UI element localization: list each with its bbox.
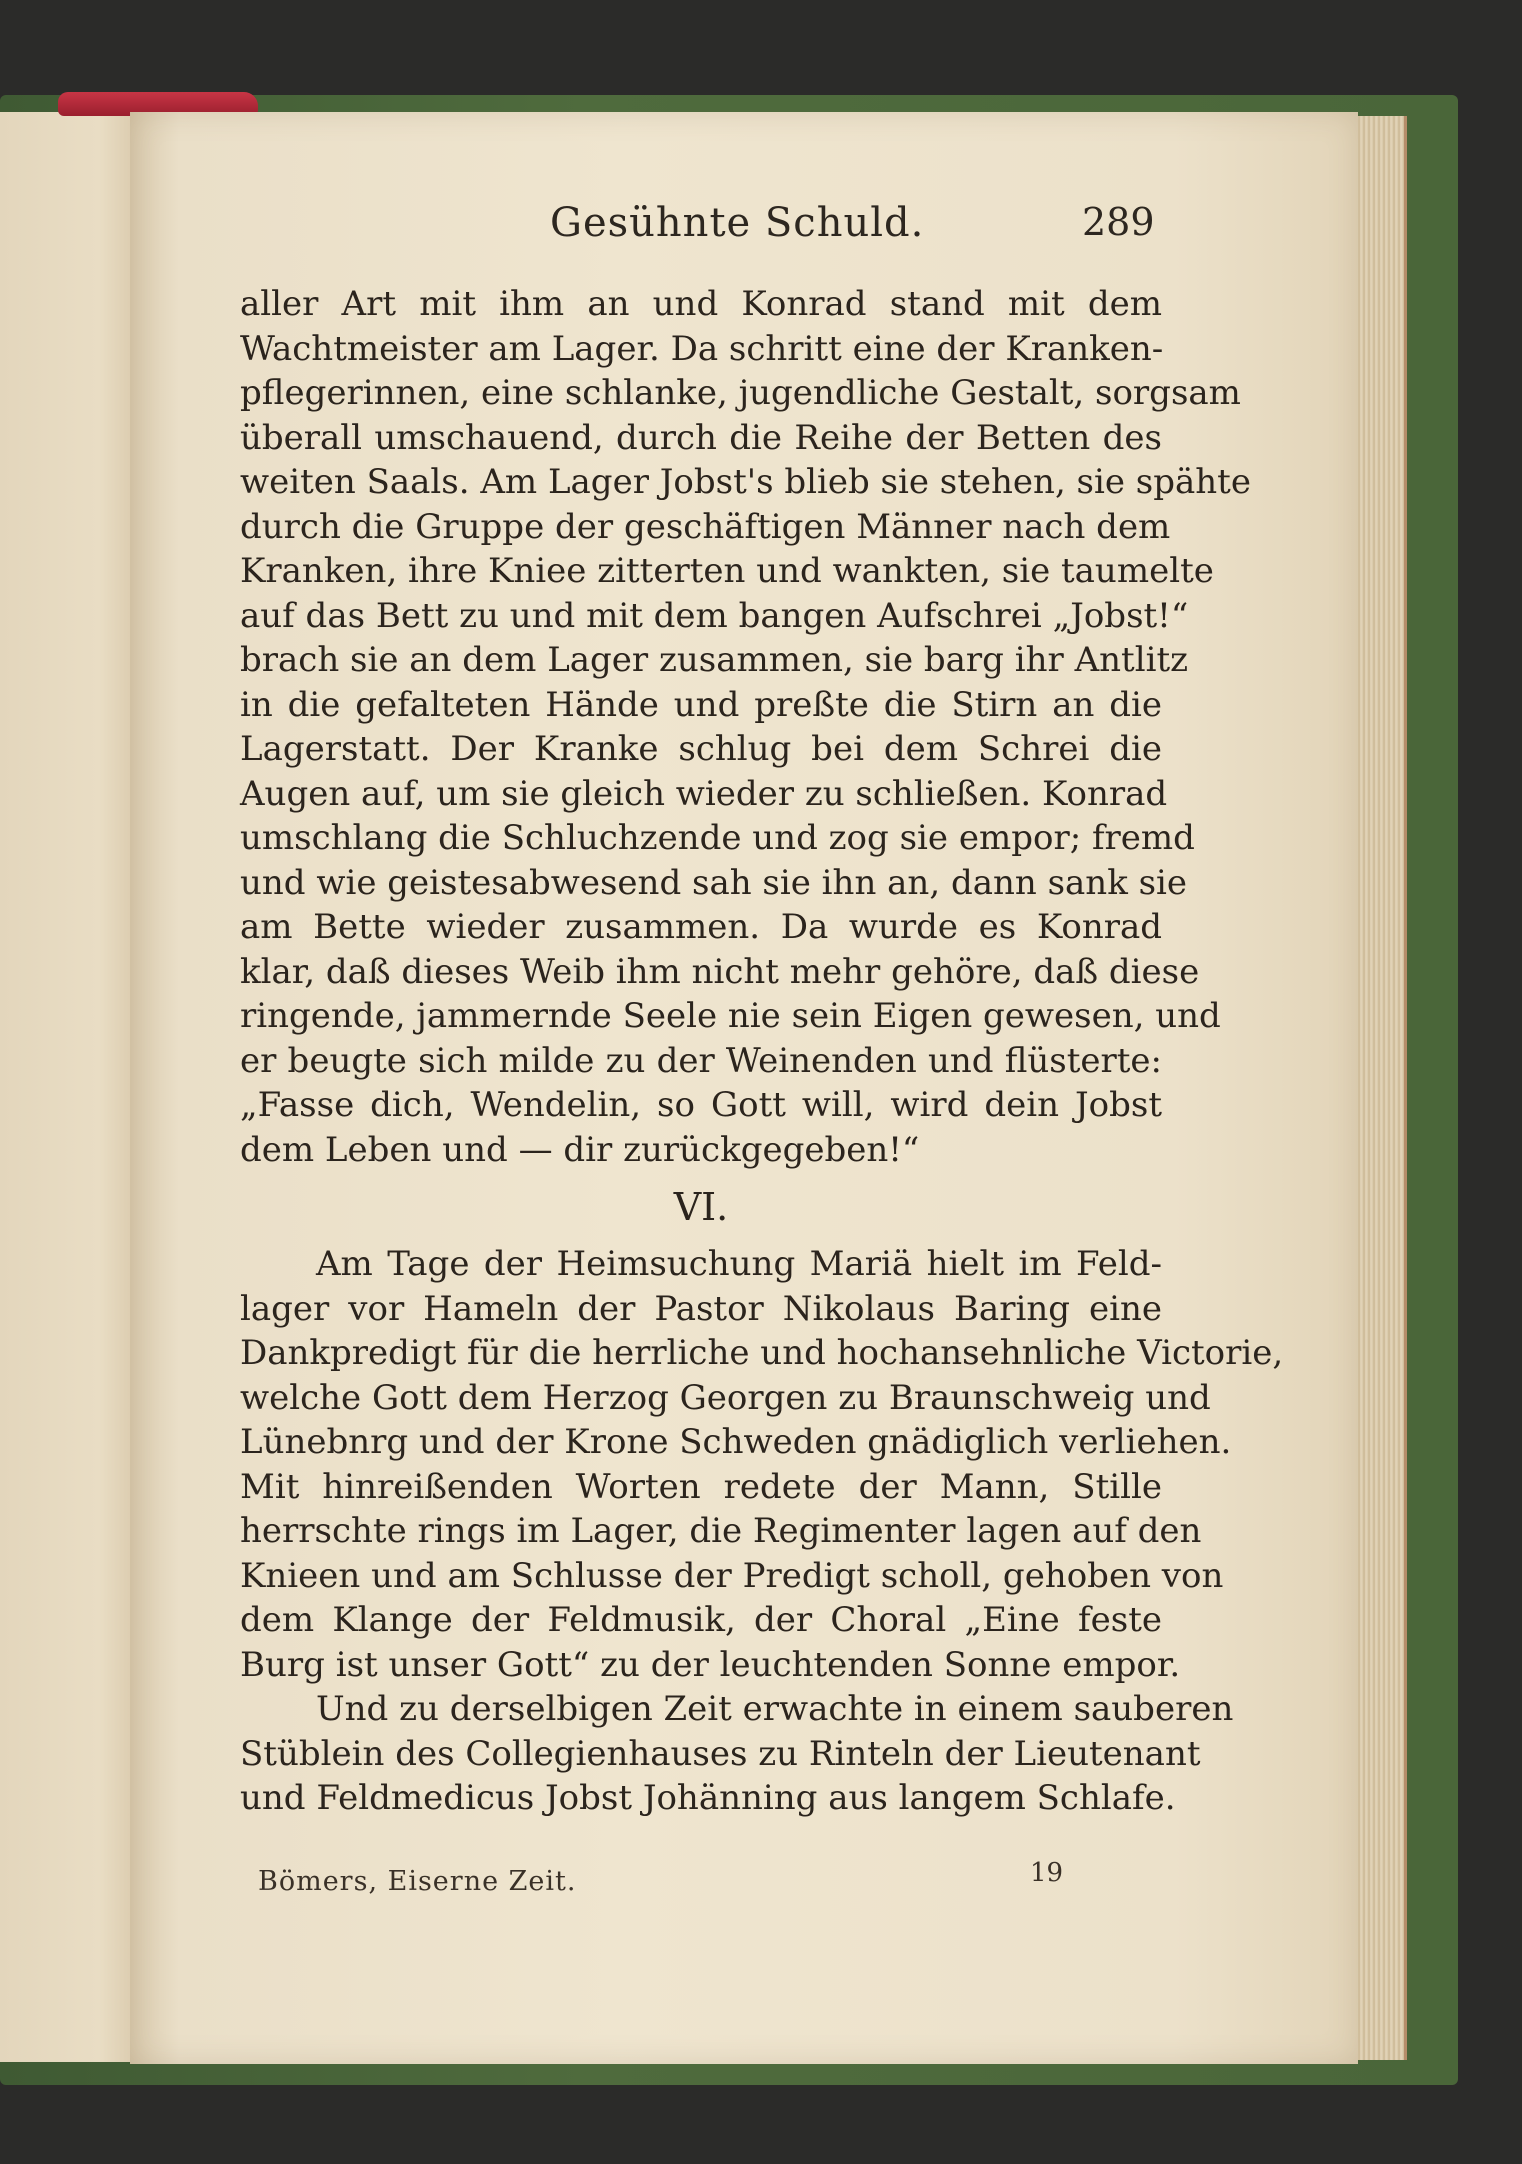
- text-line: er beugte sich milde zu der Weinenden und flüsterte:: [240, 1040, 1162, 1081]
- text-line: in die gefalteten Hände und preßte die Stirn an die: [240, 684, 1162, 725]
- text-line: lager vor Hameln der Pastor Nikolaus Baring eine: [240, 1288, 1162, 1329]
- text-line: brach sie an dem Lager zusammen, sie barg ihr Antlitz: [240, 640, 1189, 680]
- text-line: Dankpredigt für die herrliche und hochansehnliche Victorie,: [240, 1333, 1284, 1373]
- running-head: [130, 200, 1358, 250]
- text-line: dem Leben und — dir zurückgegeben!“: [240, 1129, 920, 1170]
- chapter-title: Gesühnte Schuld.: [550, 200, 925, 246]
- paragraph-3: [240, 1687, 1234, 1821]
- text-line: am Bette wieder zusammen. Da wurde es Konrad: [240, 907, 1162, 947]
- text-line: und wie geistesabwesend sah sie ihn an, dann sank sie: [240, 862, 1188, 903]
- text-line: durch die Gruppe der geschäftigen Männer nach dem: [240, 506, 1171, 547]
- text-line: Kranken, ihre Kniee zitterten und wankten, sie taumelte: [240, 551, 1214, 591]
- text-line: aller Art mit ihm an und Konrad stand mit dem: [240, 284, 1162, 324]
- footer-imprint: Bömers, Eiserne Zeit.: [258, 1866, 577, 1897]
- text-line: pflegerinnen, eine schlanke, jugendliche Gestalt, sorgsam: [240, 373, 1241, 413]
- page-edges: [1356, 116, 1407, 2060]
- text-line: „Fasse dich, Wendelin, so Gott will, wird dein Jobst: [240, 1085, 1162, 1125]
- paragraph-2: [240, 1242, 1284, 1687]
- text-line: dem Klange der Feldmusik, der Choral „Eine feste: [240, 1600, 1162, 1640]
- text-line: Wachtmeister am Lager. Da schritt eine der Kranken-: [240, 328, 1164, 369]
- text-line: umschlang die Schluchzende und zog sie empor; fremd: [240, 818, 1195, 858]
- text-line: überall umschauend, durch die Reihe der Betten des: [240, 417, 1162, 458]
- text-line: welche Gott dem Herzog Georgen zu Braunschweig und: [240, 1377, 1211, 1418]
- left-page-edge: [0, 112, 142, 2062]
- text-line: ringende, jammernde Seele nie sein Eigen gewesen, und: [240, 996, 1221, 1036]
- text-line: und Feldmedicus Jobst Johänning aus langem Schlafe.: [240, 1778, 1176, 1818]
- text-line: auf das Bett zu und mit dem bangen Aufschrei „Jobst!“: [240, 595, 1189, 636]
- text-line: Augen auf, um sie gleich wieder zu schließen. Konrad: [240, 773, 1168, 814]
- paragraph-1: [240, 282, 1251, 1172]
- signature-mark: 19: [1030, 1858, 1064, 1888]
- body-text: [240, 282, 1284, 1821]
- text-line: Stüblein des Collegienhauses zu Rinteln der Lieutenant: [240, 1733, 1201, 1774]
- text-line: Knieen und am Schlusse der Predigt scholl, gehoben von: [240, 1555, 1224, 1596]
- text-line: klar, daß dieses Weib ihm nicht mehr gehöre, daß diese: [240, 951, 1200, 992]
- text-line: herrschte rings im Lager, die Regimenter lagen auf den: [240, 1511, 1202, 1551]
- text-line: Am Tage der Heimsuchung Mariä hielt im Feld-: [316, 1244, 1162, 1284]
- page-number: 289: [1082, 200, 1155, 244]
- text-line: Mit hinreißenden Worten redete der Mann, Stille: [240, 1466, 1162, 1507]
- text-line: Burg ist unser Gott“ zu der leuchtenden Sonne empor.: [240, 1644, 1181, 1685]
- text-line: Lagerstatt. Der Kranke schlug bei dem Schrei die: [240, 729, 1162, 769]
- section-heading: VI.: [673, 1185, 729, 1229]
- text-line: Und zu derselbigen Zeit erwachte in einem sauberen: [316, 1689, 1234, 1729]
- text-line: Lünebnrg und der Krone Schweden gnädiglich verliehen.: [240, 1422, 1232, 1462]
- text-line: weiten Saals. Am Lager Jobst's blieb sie stehen, sie spähte: [240, 462, 1251, 502]
